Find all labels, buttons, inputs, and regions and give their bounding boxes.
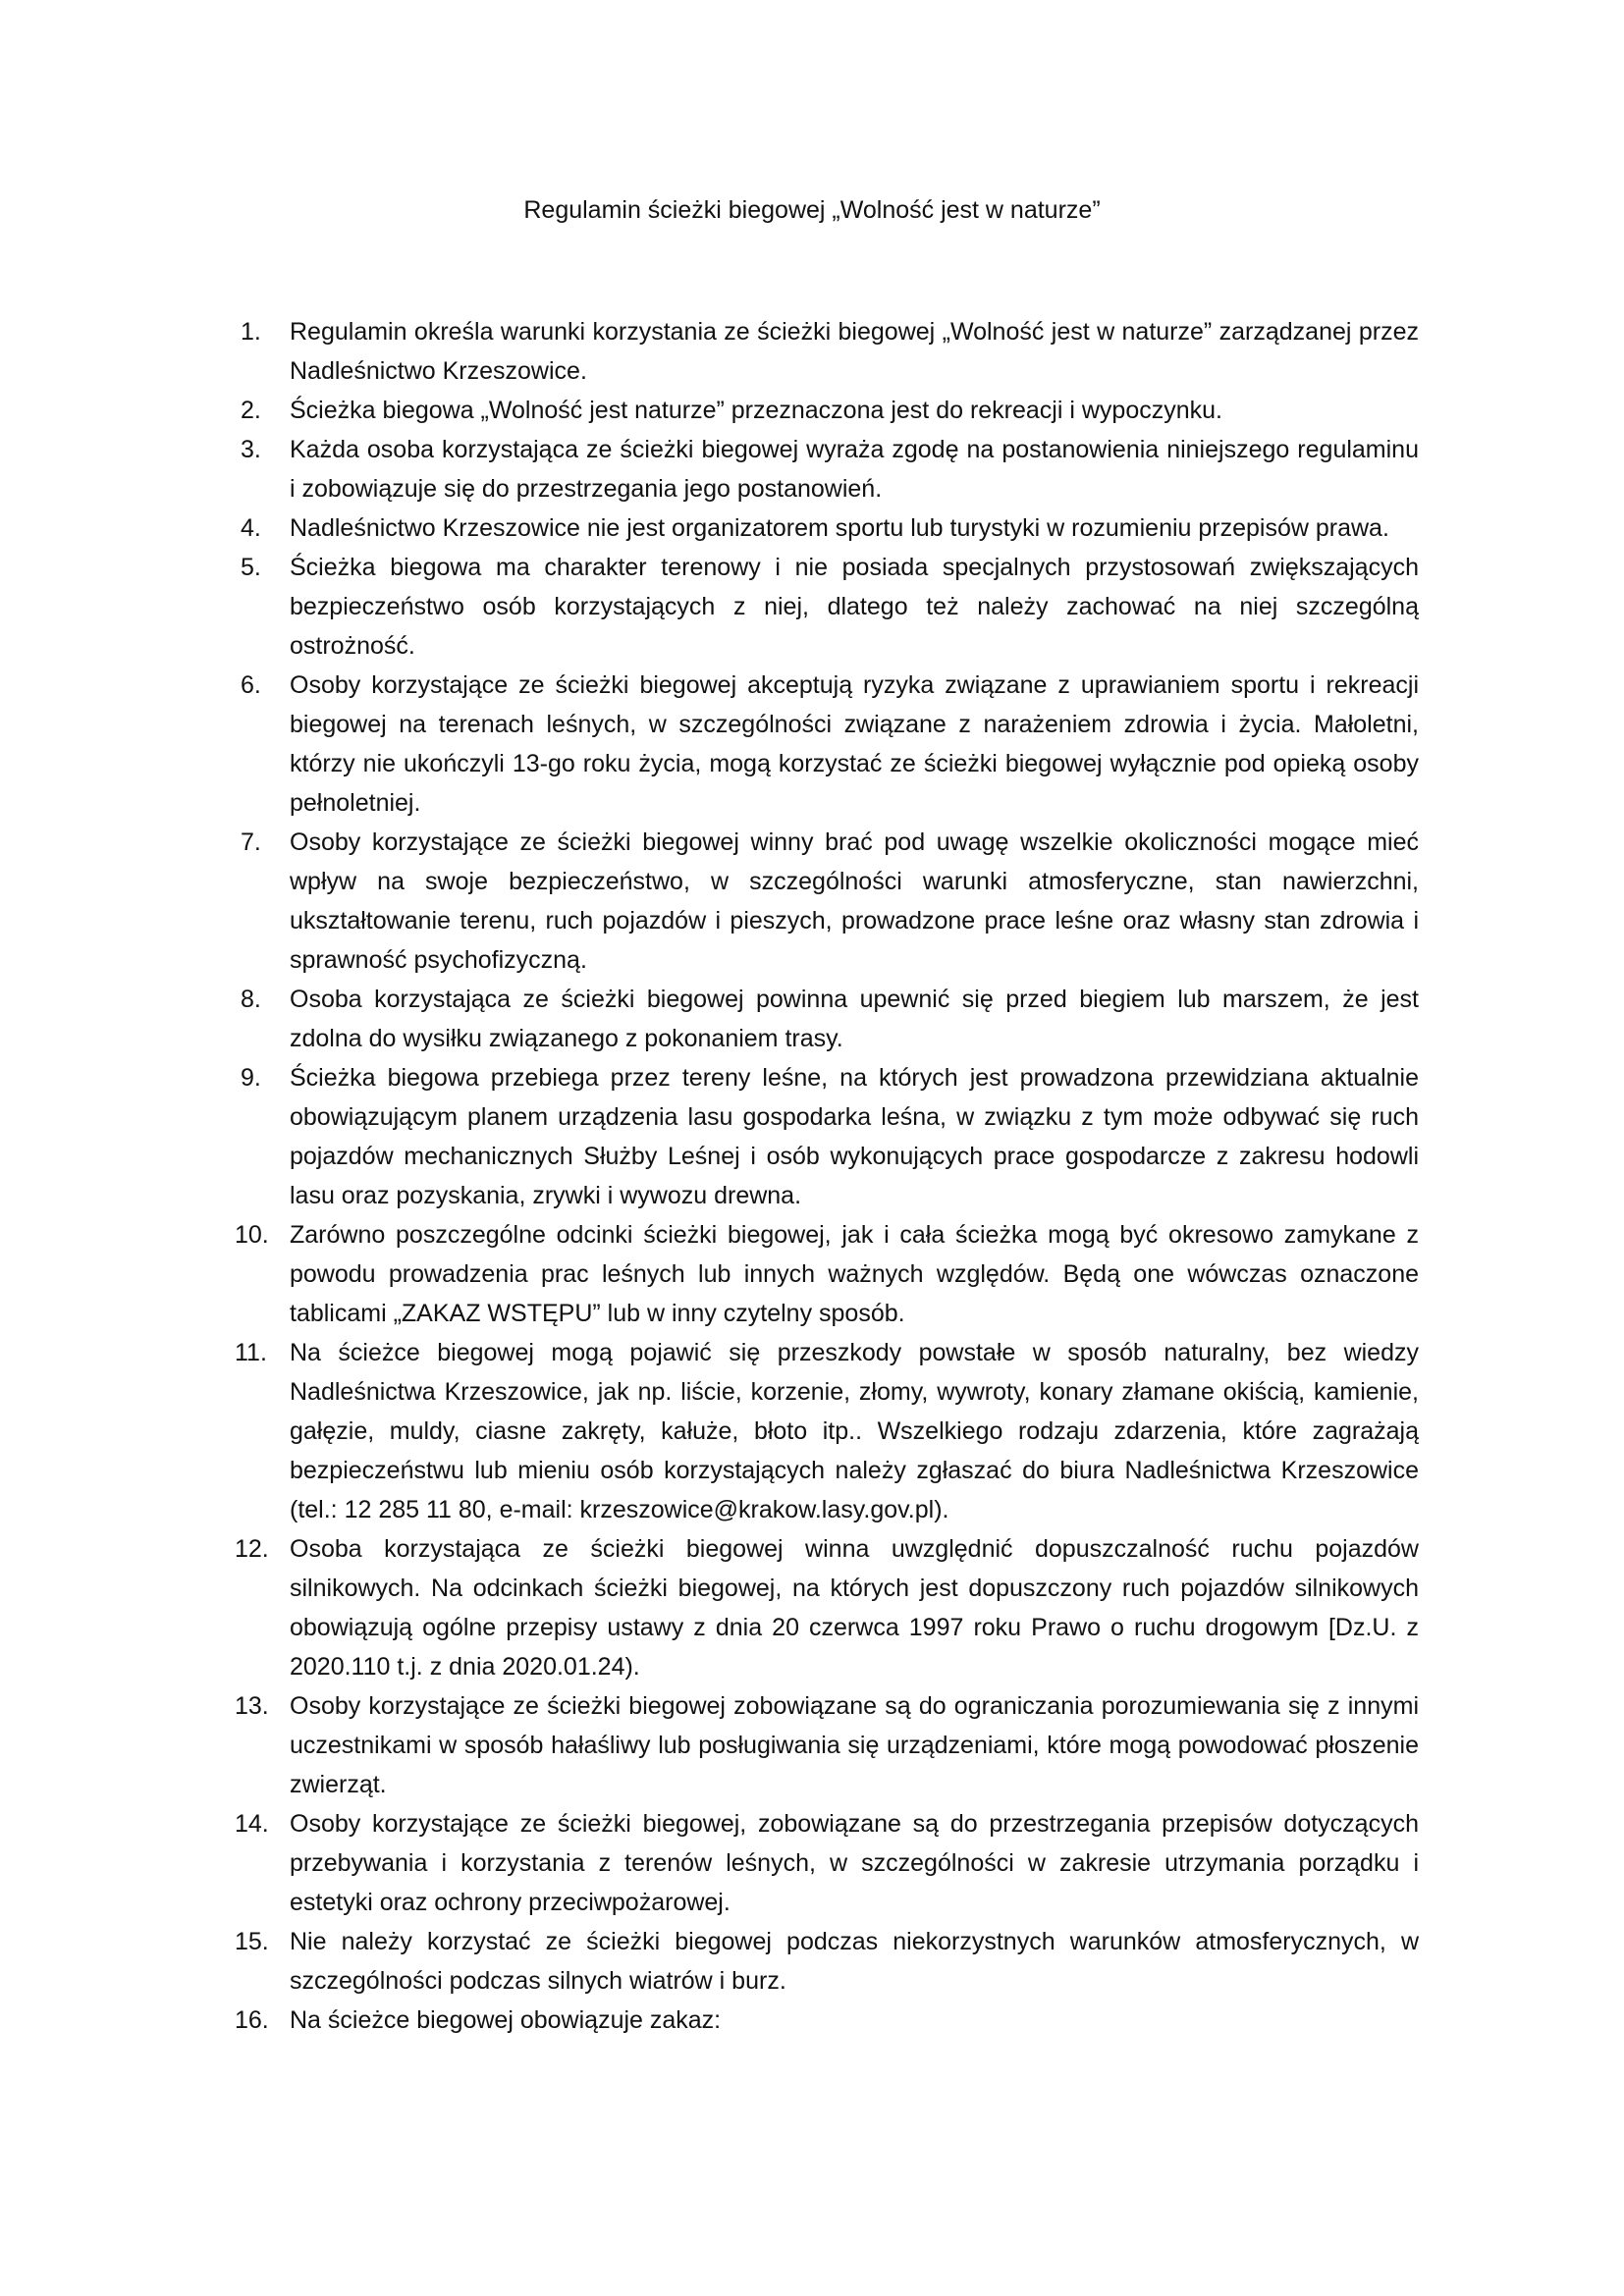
rule-number: 7. bbox=[241, 828, 261, 856]
rule-text: Regulamin określa warunki korzystania ze ścieżki biegowej „Wolność jest w naturze” zarządzanej przez Nadleśnictwo Krzeszowice. bbox=[290, 318, 1419, 385]
rule-text: Ścieżka biegowa przebiega przez tereny leśne, na których jest prowadzona przewidziana aktualnie obowiązującym planem urządzenia lasu gospodarka leśna, w związku z tym może odbywać się ruch pojazdów mechanicznych Służby Leśnej i osób wykonujących prace gospodarcze z zakresu hodowli lasu oraz pozyskania, zrywki i wywozu drewna. bbox=[290, 1064, 1419, 1209]
rule-item-6 bbox=[241, 666, 1419, 823]
rule-item-4 bbox=[241, 508, 1419, 548]
rules-list bbox=[235, 312, 1419, 2040]
rule-number: 13. bbox=[235, 1692, 269, 1720]
rule-number: 16. bbox=[235, 2006, 269, 2034]
rule-text: Ścieżka biegowa „Wolność jest naturze” przeznaczona jest do rekreacji i wypoczynku. bbox=[290, 397, 1222, 424]
rule-number: 9. bbox=[241, 1064, 261, 1092]
rule-text: Osoby korzystające ze ścieżki biegowej winny brać pod uwagę wszelkie okoliczności mogące mieć wpływ na swoje bezpieczeństwo, w szczególności warunki atmosferyczne, stan nawierzchni, ukształtowanie terenu, ruch pojazdów i pieszych, prowadzone prace leśne oraz własny stan zdrowia i sprawność psychofizyczną. bbox=[290, 828, 1419, 974]
rule-text: Na ścieżce biegowej obowiązuje zakaz: bbox=[290, 2006, 722, 2034]
rule-item-15 bbox=[235, 1922, 1419, 2001]
rule-text: Osoba korzystająca ze ścieżki biegowej powinna upewnić się przed biegiem lub marszem, że jest zdolna do wysiłku związanego z pokonaniem trasy. bbox=[290, 986, 1419, 1052]
rule-number: 11. bbox=[235, 1339, 267, 1366]
rule-number: 12. bbox=[235, 1535, 269, 1563]
rule-number: 3. bbox=[241, 436, 261, 463]
rule-item-7 bbox=[241, 823, 1419, 980]
rule-item-1 bbox=[241, 312, 1419, 391]
rule-text: Każda osoba korzystająca ze ścieżki biegowej wyraża zgodę na postanowienia niniejszego regulaminu i zobowiązuje się do przestrzegania jego postanowień. bbox=[290, 436, 1419, 503]
rule-text: Zarówno poszczególne odcinki ścieżki biegowej, jak i cała ścieżka mogą być okresowo zamykane z powodu prowadzenia prac leśnych lub innych ważnych względów. Będą one wówczas oznaczone tablicami „ZAKAZ WSTĘPU” lub w inny czytelny sposób. bbox=[290, 1221, 1419, 1327]
rule-item-10 bbox=[235, 1215, 1419, 1333]
rule-text: Na ścieżce biegowej mogą pojawić się przeszkody powstałe w sposób naturalny, bez wiedzy Nadleśnictwa Krzeszowice, jak np. liście, korzenie, złomy, wywroty, konary złamane okiścią, kamienie, gałęzie, muldy, ciasne zakręty, kałuże, błoto itp.. Wszelkiego rodzaju zdarzenia, które zagrażają bezpieczeństwu lub mieniu osób korzystających należy zgłaszać do biura Nadleśnictwa Krzeszowice (tel.: 12 285 11 80, e-mail: krzeszowice@krakow.lasy.gov.pl). bbox=[290, 1339, 1419, 1523]
rule-text: Ścieżka biegowa ma charakter terenowy i nie posiada specjalnych przystosowań zwiększających bezpieczeństwo osób korzystających z niej, dlatego też należy zachować na niej szczególną ostrożność. bbox=[290, 554, 1419, 660]
rule-number: 4. bbox=[241, 514, 261, 542]
rule-number: 10. bbox=[235, 1221, 269, 1249]
rule-item-16 bbox=[235, 2001, 1419, 2040]
rule-number: 2. bbox=[241, 397, 261, 424]
rule-number: 6. bbox=[241, 671, 261, 699]
rule-text: Nadleśnictwo Krzeszowice nie jest organizatorem sportu lub turystyki w rozumieniu przepisów prawa. bbox=[290, 514, 1389, 542]
rule-item-12 bbox=[235, 1529, 1419, 1686]
rule-text: Osoba korzystająca ze ścieżki biegowej winna uwzględnić dopuszczalność ruchu pojazdów silnikowych. Na odcinkach ścieżki biegowej, na których jest dopuszczony ruch pojazdów silnikowych obowiązują ogólne przepisy ustawy z dnia 20 czerwca 1997 roku Prawo o ruchu drogowym [Dz.U. z 2020.110 t.j. z dnia 2020.01.24). bbox=[290, 1535, 1419, 1681]
rule-item-2 bbox=[241, 391, 1419, 430]
rule-item-5 bbox=[241, 548, 1419, 666]
rule-text: Osoby korzystające ze ścieżki biegowej, zobowiązane są do przestrzegania przepisów dotyczących przebywania i korzystania z terenów leśnych, w szczególności w zakresie utrzymania porządku i estetyki oraz ochrony przeciwpożarowej. bbox=[290, 1810, 1419, 1916]
rule-text: Nie należy korzystać ze ścieżki biegowej podczas niekorzystnych warunków atmosferycznych, w szczególności podczas silnych wiatrów i burz. bbox=[290, 1928, 1419, 1995]
rule-text: Osoby korzystające ze ścieżki biegowej zobowiązane są do ograniczania porozumiewania się z innymi uczestnikami w sposób hałaśliwy lub posługiwania się urządzeniami, które mogą powodować płoszenie zwierząt. bbox=[290, 1692, 1419, 1798]
rule-number: 14. bbox=[235, 1810, 269, 1838]
rule-text: Osoby korzystające ze ścieżki biegowej akceptują ryzyka związane z uprawianiem sportu i rekreacji biegowej na terenach leśnych, w szczególności związane z narażeniem zdrowia i życia. Małoletni, którzy nie ukończyli 13-go roku życia, mogą korzystać ze ścieżki biegowej wyłącznie pod opieką osoby pełnoletniej. bbox=[290, 671, 1419, 817]
rule-number: 8. bbox=[241, 986, 261, 1013]
rule-item-3 bbox=[241, 430, 1419, 508]
rule-number: 1. bbox=[241, 318, 261, 346]
rule-item-11 bbox=[235, 1333, 1419, 1529]
rule-item-13 bbox=[235, 1686, 1419, 1804]
rule-number: 15. bbox=[235, 1928, 269, 1955]
document-title: Regulamin ścieżki biegowej „Wolność jest w naturze” bbox=[523, 196, 1101, 224]
rule-item-14 bbox=[235, 1804, 1419, 1922]
rule-item-8 bbox=[241, 980, 1419, 1058]
rule-item-9 bbox=[241, 1058, 1419, 1215]
rule-number: 5. bbox=[241, 554, 261, 581]
